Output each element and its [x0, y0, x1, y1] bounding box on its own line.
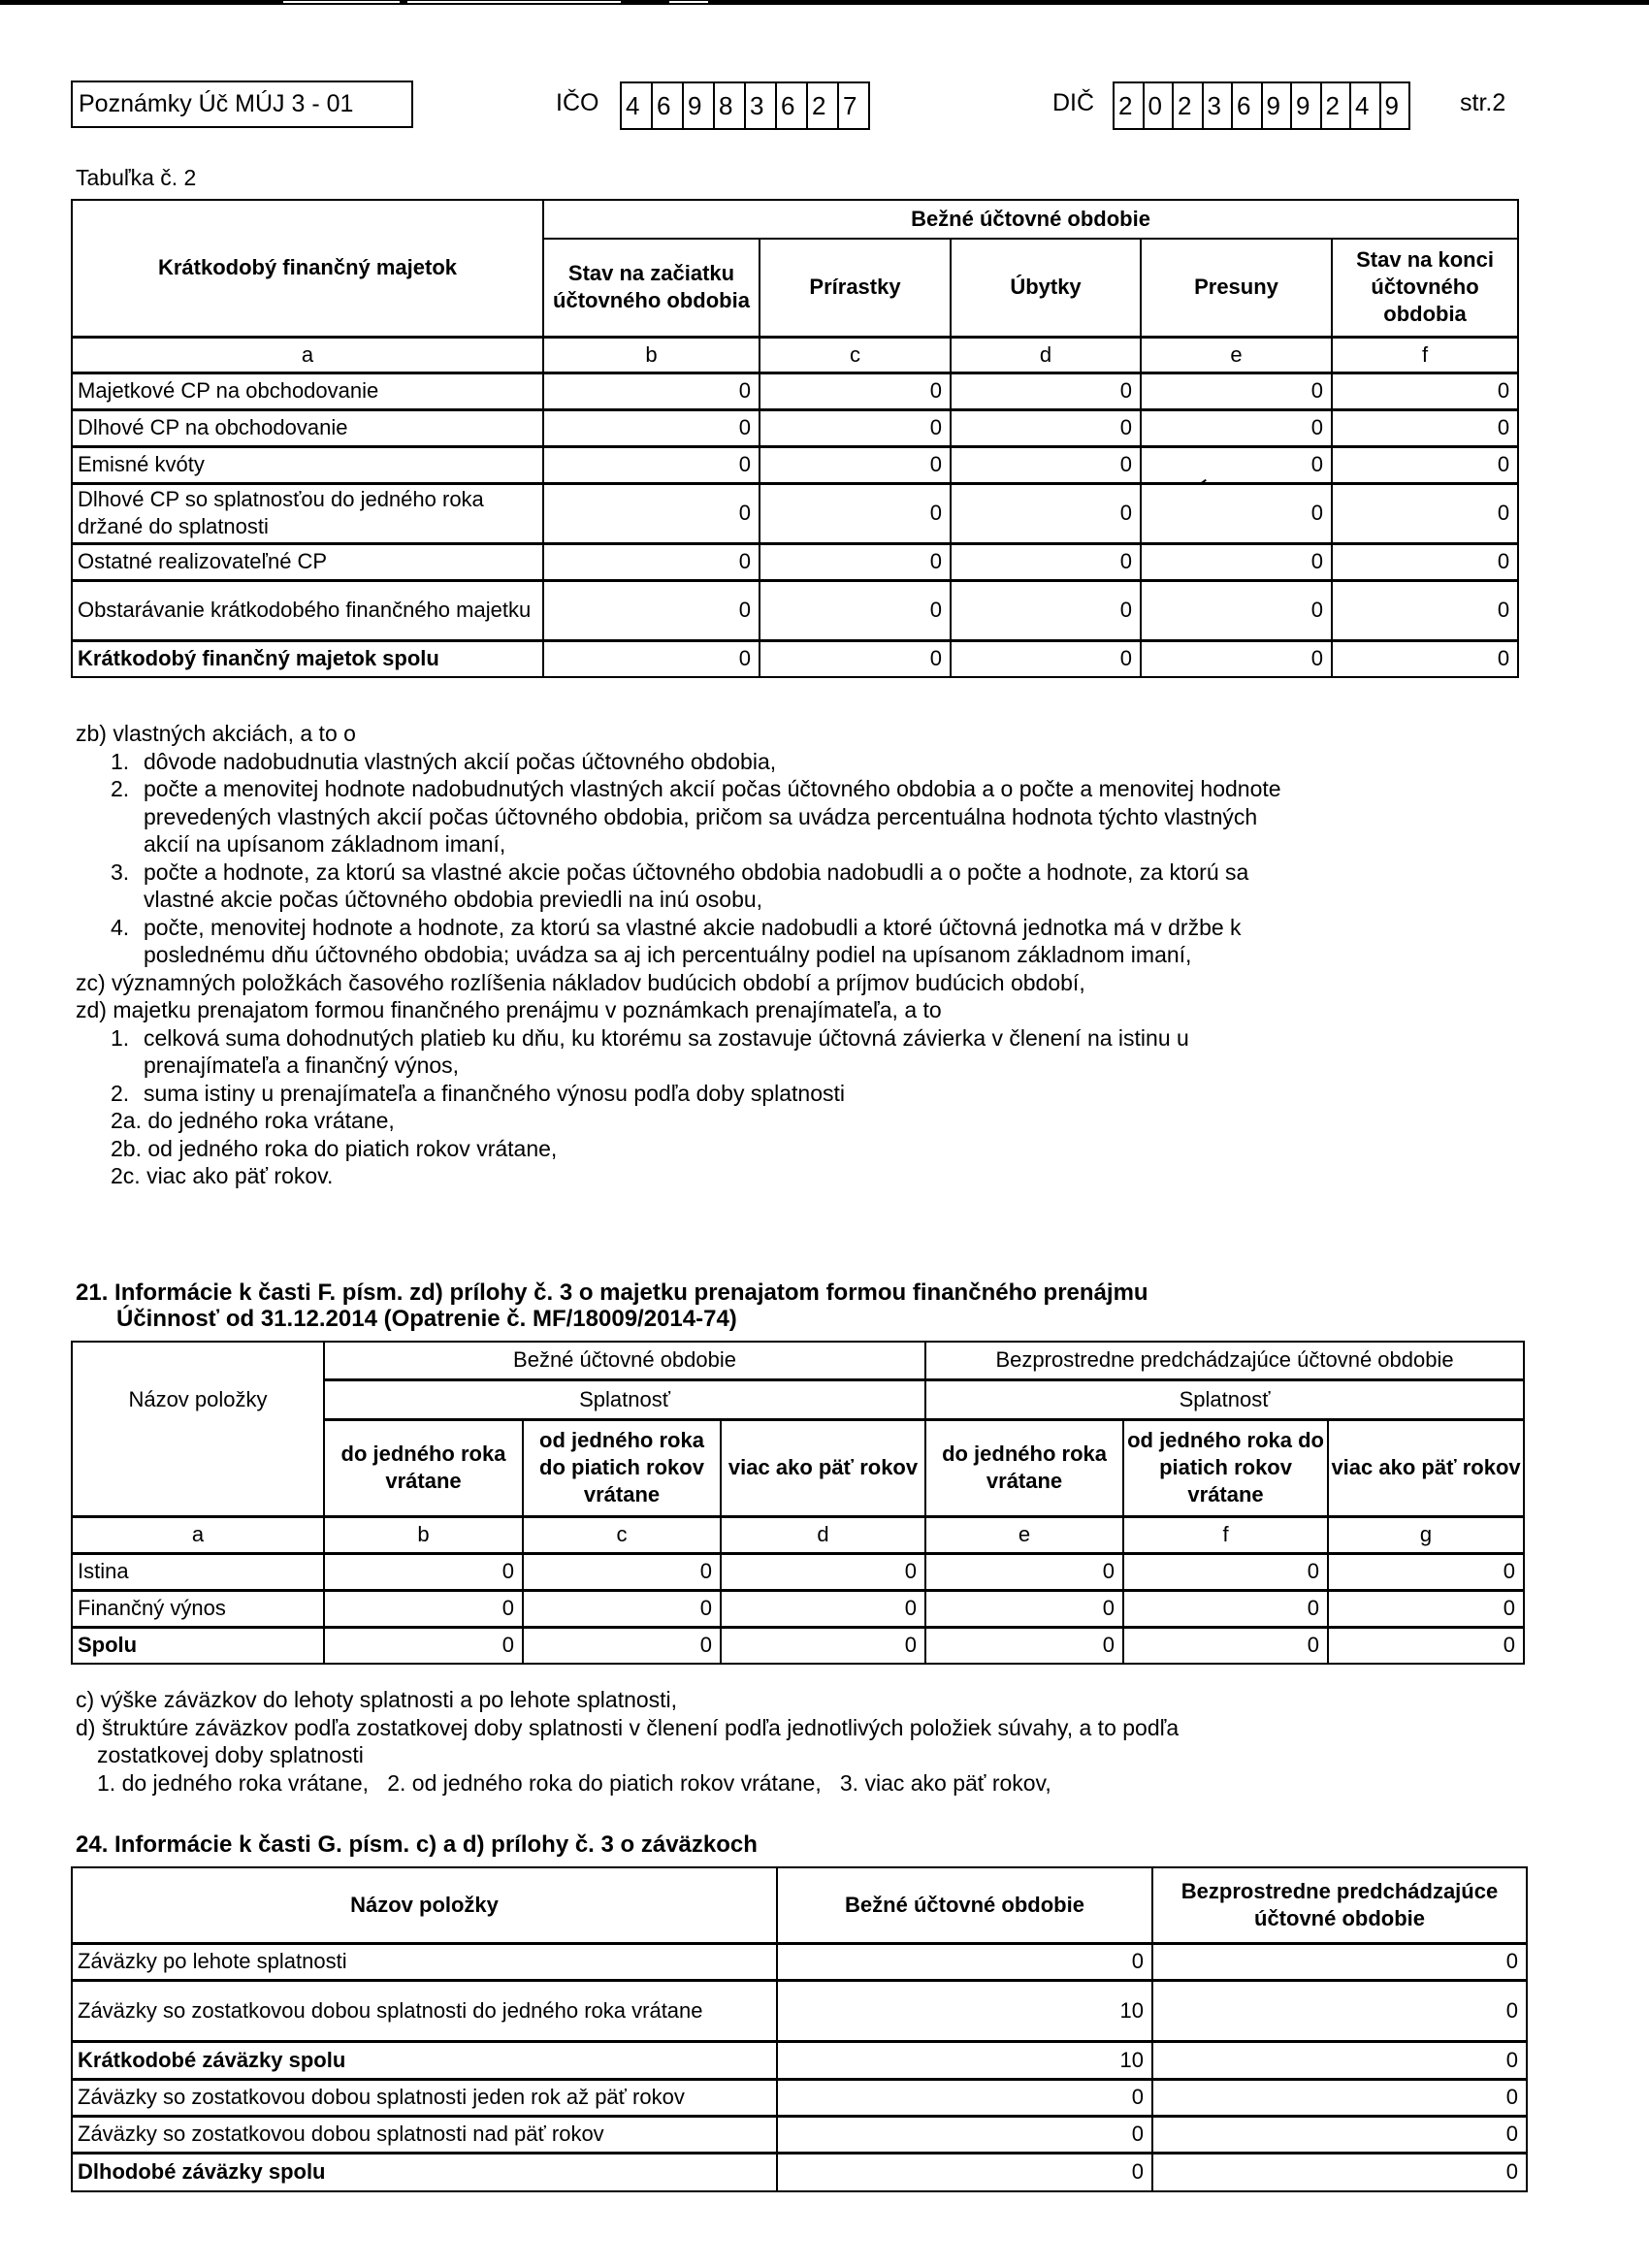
- cell-value: 0: [523, 1627, 721, 1664]
- cell-value: 0: [1152, 2153, 1527, 2191]
- cell-value: 0: [1141, 640, 1332, 677]
- note-text: 2a. do jedného roka vrátane,: [111, 1108, 395, 1133]
- dic-label: DIČ: [1052, 89, 1095, 116]
- table-row: [72, 1943, 1527, 1980]
- financial-lease-table: [71, 1341, 1525, 1665]
- column-letter: c: [523, 1516, 721, 1553]
- form-title-box: [71, 81, 413, 128]
- cell-value: 0: [1141, 543, 1332, 580]
- column-header: do jedného roka vrátane: [925, 1419, 1123, 1516]
- column-letter: b: [324, 1516, 523, 1553]
- digit-box: 0: [1143, 83, 1173, 128]
- table-caption: Tabuľka č. 2: [76, 165, 197, 190]
- cell-value: 0: [1141, 409, 1332, 446]
- maturity-header-previous: Splatnosť: [925, 1379, 1524, 1419]
- notes-c-d: [76, 1686, 1550, 1797]
- cell-value: 0: [1328, 1590, 1524, 1627]
- column-header: Názov položky: [72, 1867, 777, 1943]
- cell-value: 0: [777, 2116, 1152, 2153]
- digit-box: 6: [651, 83, 682, 128]
- group-header-current-period: Bežné účtovné obdobie: [324, 1342, 925, 1379]
- row-label: Krátkodobé záväzky spolu: [72, 2041, 777, 2079]
- scan-gap: [407, 1, 621, 3]
- cell-value: 0: [760, 543, 951, 580]
- group-header-previous-period: Bezprostredne predchádzajúce účtovné obdobie: [925, 1342, 1524, 1379]
- cell-value: 0: [951, 543, 1141, 580]
- cell-value: 0: [1332, 640, 1518, 677]
- cell-value: 0: [1328, 1627, 1524, 1664]
- cell-value: 0: [543, 580, 760, 640]
- table-row: [72, 2041, 1527, 2079]
- list-number: 2.: [111, 1080, 130, 1106]
- note-line: [76, 1714, 1550, 1742]
- notes-zb-zd: [76, 720, 1550, 1190]
- cell-value: 0: [1332, 580, 1518, 640]
- cell-value: 0: [1152, 1943, 1527, 1980]
- cell-value: 0: [951, 373, 1141, 409]
- column-letter: a: [72, 1516, 324, 1553]
- cell-value: 0: [721, 1553, 925, 1590]
- ico-digit-boxes: [620, 81, 870, 130]
- column-letter: f: [1123, 1516, 1328, 1553]
- cell-value: 0: [951, 640, 1141, 677]
- digit-box: 9: [1261, 83, 1291, 128]
- cell-value: 0: [760, 409, 951, 446]
- cell-value: 0: [324, 1590, 523, 1627]
- table-row: [72, 1553, 1524, 1590]
- table-row: [72, 373, 1518, 409]
- table-row: [72, 2116, 1527, 2153]
- note-line: [76, 1162, 1550, 1190]
- column-letter: e: [1141, 337, 1332, 373]
- column-letter: d: [721, 1516, 925, 1553]
- digit-box: 4: [620, 83, 651, 128]
- cell-value: 0: [1152, 2079, 1527, 2116]
- cell-value: 0: [951, 409, 1141, 446]
- cell-value: 0: [760, 373, 951, 409]
- cell-value: 0: [925, 1627, 1123, 1664]
- note-text: 2c. viac ako päť rokov.: [111, 1163, 334, 1188]
- note-text: zc) významných položkách časového rozlíšenia nákladov budúcich období a príjmov budúcich období,: [76, 969, 1085, 995]
- note-text: počte a hodnote, za ktorú sa vlastné akcie počas účtovného obdobia nadobudli a o počte a hodnote, za ktorú sa: [144, 859, 1249, 885]
- note-line: [76, 1135, 1550, 1163]
- list-number: 1.: [111, 748, 130, 774]
- table-row: [72, 2079, 1527, 2116]
- row-label: Krátkodobý finančný majetok spolu: [72, 640, 543, 677]
- cell-value: 10: [777, 1980, 1152, 2041]
- cell-value: 0: [925, 1553, 1123, 1590]
- cell-value: 0: [1123, 1627, 1328, 1664]
- digit-box: 8: [713, 83, 744, 128]
- note-line: [76, 1107, 1550, 1135]
- cell-value: 0: [543, 373, 760, 409]
- section-21-title: 21. Informácie k časti F. písm. zd) prílohy č. 3 o majetku prenajatom formou finančného prenájmu: [76, 1280, 1148, 1306]
- cell-value: 0: [777, 2153, 1152, 2191]
- group-header-current-period: Bežné účtovné obdobie: [543, 200, 1518, 239]
- note-text: prenajímateľa a finančný výnos,: [144, 1053, 460, 1078]
- table-row: [72, 1627, 1524, 1664]
- cell-value: 0: [951, 580, 1141, 640]
- row-label: Finančný výnos: [72, 1590, 324, 1627]
- scan-gap: [283, 1, 400, 3]
- column-header: do jedného roka vrátane: [324, 1419, 523, 1516]
- row-label: Dlhové CP na obchodovanie: [72, 409, 543, 446]
- note-text: suma istiny u prenajímateľa a finančného výnosu podľa doby splatnosti: [144, 1080, 846, 1106]
- cell-value: 0: [523, 1553, 721, 1590]
- digit-box: 9: [682, 83, 713, 128]
- column-letter: g: [1328, 1516, 1524, 1553]
- cell-value: 10: [777, 2041, 1152, 2079]
- cell-value: 0: [951, 483, 1141, 543]
- form-title: Poznámky Úč MÚJ 3 - 01: [79, 90, 354, 117]
- note-text: akcií na upísanom základnom imaní,: [144, 831, 506, 857]
- note-list-item: [76, 775, 1550, 803]
- note-line: [76, 1741, 1550, 1769]
- note-list-item: [76, 859, 1550, 887]
- note-list-item: [76, 748, 1550, 776]
- note-text: vlastné akcie počas účtovného obdobia previedli na inú osobu,: [144, 887, 763, 912]
- column-letter: a: [72, 337, 543, 373]
- cell-value: 0: [1152, 2041, 1527, 2079]
- cell-value: 0: [324, 1627, 523, 1664]
- row-label: Spolu: [72, 1627, 324, 1664]
- liabilities-table: [71, 1866, 1528, 2192]
- column-letter: e: [925, 1516, 1123, 1553]
- scan-gap: [669, 1, 708, 3]
- note-line: [76, 996, 1550, 1024]
- digit-box: 2: [1172, 83, 1202, 128]
- column-letter: c: [760, 337, 951, 373]
- column-letter: b: [543, 337, 760, 373]
- cell-value: 0: [1332, 483, 1518, 543]
- column-header: od jedného roka do piatich rokov vrátane: [1123, 1419, 1328, 1516]
- note-list-item: [76, 1024, 1550, 1053]
- cell-value: 0: [1141, 580, 1332, 640]
- note-list-item: [76, 803, 1550, 831]
- cell-value: 0: [1141, 373, 1332, 409]
- note-text: počte, menovitej hodnote a hodnote, za ktorú sa vlastné akcie nadobudli a ktoré účtovná jednotka má v držbe k: [144, 914, 1242, 940]
- digit-box: 7: [837, 83, 868, 128]
- cell-value: 0: [777, 2079, 1152, 2116]
- short-term-financial-assets-table: [71, 199, 1519, 678]
- row-label: Ostatné realizovateľné CP: [72, 543, 543, 580]
- section-21-subtitle: Účinnosť od 31.12.2014 (Opatrenie č. MF/18009/2014-74): [116, 1306, 737, 1332]
- digit-box: 2: [1320, 83, 1350, 128]
- digit-box: 6: [1231, 83, 1261, 128]
- table-row: [72, 640, 1518, 677]
- note-line: [76, 720, 1550, 748]
- table-row: [72, 409, 1518, 446]
- column-header: Stav na začiatku účtovného obdobia: [543, 239, 760, 337]
- list-number: 1.: [111, 1024, 130, 1051]
- cell-value: 0: [1123, 1590, 1328, 1627]
- cell-value: 0: [1332, 446, 1518, 483]
- column-header: Prírastky: [760, 239, 951, 337]
- note-list-item: [76, 914, 1550, 942]
- note-line: [76, 969, 1550, 997]
- note-text: 1. do jedného roka vrátane, 2. od jedného roka do piatich rokov vrátane, 3. viac ako päť rokov,: [97, 1769, 1051, 1796]
- column-header: viac ako päť rokov: [721, 1419, 925, 1516]
- note-line: [76, 1769, 1550, 1798]
- cell-value: 0: [951, 446, 1141, 483]
- note-list-item: [76, 830, 1550, 859]
- cell-value: 0: [1332, 543, 1518, 580]
- row-label: Záväzky so zostatkovou dobou splatnosti do jedného roka vrátane: [72, 1980, 777, 2041]
- cell-value: 0: [1141, 483, 1332, 543]
- ico-label: IČO: [556, 89, 599, 116]
- note-text: d) štruktúre záväzkov podľa zostatkovej doby splatnosti v členení podľa jednotlivých položiek súvahy, a to podľa: [76, 1714, 1180, 1740]
- digit-box: 9: [1290, 83, 1320, 128]
- table-row: [72, 2153, 1527, 2191]
- row-header: Krátkodobý finančný majetok: [72, 200, 543, 337]
- digit-box: 9: [1379, 83, 1409, 128]
- note-list-item: [76, 941, 1550, 969]
- row-label: Majetkové CP na obchodovanie: [72, 373, 543, 409]
- list-number: 2.: [111, 776, 130, 801]
- note-text: celková suma dohodnutých platieb ku dňu, ku ktorému sa zostavuje účtovná závierka v členení na istinu u: [144, 1024, 1189, 1051]
- row-label: Emisné kvóty: [72, 446, 543, 483]
- row-label: Záväzky po lehote splatnosti: [72, 1943, 777, 1980]
- cell-value: 0: [543, 446, 760, 483]
- column-letter: d: [951, 337, 1141, 373]
- cell-value: 0: [1152, 2116, 1527, 2153]
- column-header: Stav na konci účtovného obdobia: [1332, 239, 1518, 337]
- note-text: zd) majetku prenajatom formou finančného prenájmu v poznámkach prenajímateľa, a to: [76, 997, 942, 1022]
- cell-value: 0: [721, 1627, 925, 1664]
- note-list-item: [76, 886, 1550, 914]
- list-number: 3.: [111, 859, 130, 885]
- table-row: [72, 446, 1518, 483]
- cell-value: 0: [925, 1590, 1123, 1627]
- cell-value: 0: [1332, 373, 1518, 409]
- scan-top-border: [0, 0, 1649, 5]
- row-header: Názov položky: [72, 1342, 324, 1516]
- cell-value: 0: [1123, 1553, 1328, 1590]
- table-row: [72, 543, 1518, 580]
- cell-value: 0: [1328, 1553, 1524, 1590]
- cell-value: 0: [760, 640, 951, 677]
- section-24-title: 24. Informácie k časti G. písm. c) a d) prílohy č. 3 o záväzkoch: [76, 1831, 758, 1858]
- cell-value: 0: [760, 446, 951, 483]
- column-header: Úbytky: [951, 239, 1141, 337]
- note-text: 2b. od jedného roka do piatich rokov vrátane,: [111, 1135, 558, 1161]
- table-row: [72, 483, 1518, 543]
- cell-value: 0: [324, 1553, 523, 1590]
- page-number: str.2: [1460, 89, 1506, 116]
- digit-box: 2: [806, 83, 837, 128]
- digit-box: 2: [1113, 83, 1143, 128]
- cell-value: 0: [523, 1590, 721, 1627]
- table-row: [72, 1590, 1524, 1627]
- list-number: 4.: [111, 914, 130, 940]
- note-line: [76, 1686, 1550, 1714]
- note-text: poslednému dňu účtovného obdobia; uvádza sa aj ich percentuálny podiel na upísanom základnom imaní,: [144, 942, 1192, 967]
- note-list-item: [76, 1080, 1550, 1108]
- column-header: viac ako päť rokov: [1328, 1419, 1524, 1516]
- row-label: Istina: [72, 1553, 324, 1590]
- digit-box: 6: [775, 83, 806, 128]
- row-label: Záväzky so zostatkovou dobou splatnosti nad päť rokov: [72, 2116, 777, 2153]
- cell-value: 0: [543, 543, 760, 580]
- column-letter: f: [1332, 337, 1518, 373]
- note-text: zb) vlastných akciách, a to o: [76, 721, 356, 746]
- row-label: Obstarávanie krátkodobého finančného majetku: [72, 580, 543, 640]
- cell-value: 0: [543, 409, 760, 446]
- table-row: [72, 1980, 1527, 2041]
- cell-value: 0: [1332, 409, 1518, 446]
- digit-box: 3: [744, 83, 775, 128]
- note-text: c) výške záväzkov do lehoty splatnosti a po lehote splatnosti,: [76, 1687, 678, 1712]
- note-list-item: [76, 1052, 1550, 1080]
- dic-digit-boxes: [1113, 81, 1410, 130]
- note-text: prevedených vlastných akcií počas účtovného obdobia, pričom sa uvádza percentuálna hodnota týchto vlastných: [144, 803, 1258, 829]
- column-header: Presuny: [1141, 239, 1332, 337]
- note-text: počte a menovitej hodnote nadobudnutých vlastných akcií počas účtovného obdobia a o počte a menovitej hodnote: [144, 776, 1281, 801]
- note-text: zostatkovej doby splatnosti: [97, 1742, 364, 1767]
- cell-value: 0: [721, 1590, 925, 1627]
- cell-value: 0: [543, 483, 760, 543]
- cell-value: 0: [760, 580, 951, 640]
- cell-value: 0: [760, 483, 951, 543]
- digit-box: 4: [1349, 83, 1379, 128]
- table-row: [72, 580, 1518, 640]
- column-header: Bezprostredne predchádzajúce účtovné obdobie: [1152, 1867, 1527, 1943]
- digit-box: 3: [1202, 83, 1232, 128]
- cell-value: 0: [777, 1943, 1152, 1980]
- row-label: Dlhové CP so splatnosťou do jedného roka držané do splatnosti: [72, 483, 543, 543]
- cell-value: 0: [543, 640, 760, 677]
- cell-value: 0: [1152, 1980, 1527, 2041]
- maturity-header-current: Splatnosť: [324, 1379, 925, 1419]
- column-header: Bežné účtovné obdobie: [777, 1867, 1152, 1943]
- row-label: Záväzky so zostatkovou dobou splatnosti jeden rok až päť rokov: [72, 2079, 777, 2116]
- row-label: Dlhodobé záväzky spolu: [72, 2153, 777, 2191]
- cell-value: 0: [1141, 446, 1332, 483]
- column-header: od jedného roka do piatich rokov vrátane: [523, 1419, 721, 1516]
- note-text: dôvode nadobudnutia vlastných akcií počas účtovného obdobia,: [144, 748, 777, 774]
